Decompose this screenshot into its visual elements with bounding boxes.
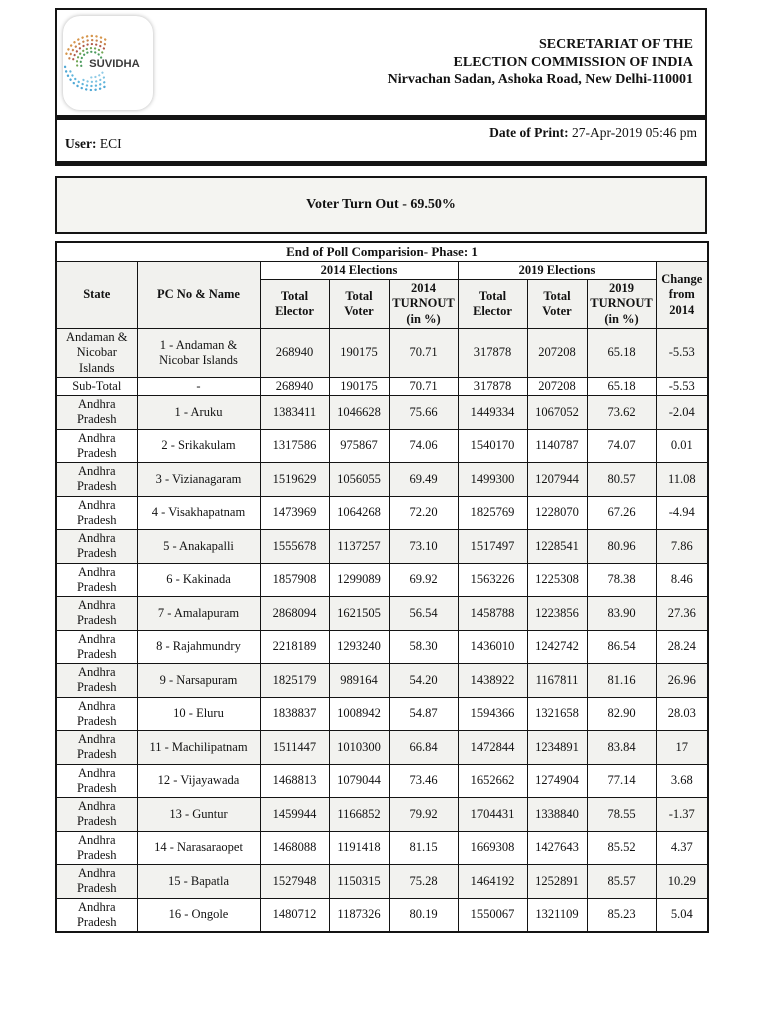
- table-row: [56, 664, 708, 698]
- cell-voter-2019: 1225308: [527, 563, 587, 597]
- cell-pc: 6 - Kakinada: [137, 563, 260, 597]
- letterhead: [55, 8, 707, 120]
- cell-turnout-2014: 72.20: [389, 496, 458, 530]
- cell-change: 8.46: [656, 563, 708, 597]
- table-row: [56, 597, 708, 631]
- cell-voter-2019: 207208: [527, 377, 587, 395]
- meta-strip: [55, 120, 707, 166]
- suvidha-logo: [63, 16, 153, 110]
- cell-state: Andhra Pradesh: [56, 898, 137, 932]
- voter-turnout-text: Voter Turn Out - 69.50%: [306, 197, 456, 212]
- cell-voter-2014: 1046628: [329, 396, 389, 430]
- cell-elector-2019: 1704431: [458, 798, 527, 832]
- cell-voter-2014: 1079044: [329, 764, 389, 798]
- cell-voter-2014: 190175: [329, 329, 389, 378]
- cell-voter-2014: 975867: [329, 429, 389, 463]
- table-row: [56, 764, 708, 798]
- cell-turnout-2019: 80.57: [587, 463, 656, 497]
- table-row: [56, 898, 708, 932]
- cell-change: 17: [656, 731, 708, 765]
- cell-voter-2019: 207208: [527, 329, 587, 378]
- cell-voter-2014: 1008942: [329, 697, 389, 731]
- table-row: [56, 377, 708, 395]
- cell-elector-2014: 1857908: [260, 563, 329, 597]
- cell-elector-2019: 1499300: [458, 463, 527, 497]
- cell-turnout-2014: 75.28: [389, 865, 458, 899]
- cell-pc: 5 - Anakapalli: [137, 530, 260, 564]
- col-header-voter-2019: Total Voter: [527, 280, 587, 329]
- table-row: [56, 530, 708, 564]
- cell-change: 10.29: [656, 865, 708, 899]
- cell-elector-2014: 1838837: [260, 697, 329, 731]
- cell-change: -1.37: [656, 798, 708, 832]
- cell-elector-2014: 1480712: [260, 898, 329, 932]
- table-row: [56, 496, 708, 530]
- cell-voter-2014: 1056055: [329, 463, 389, 497]
- print-date-label: Date of Print:: [489, 125, 569, 140]
- org-line-3: Nirvachan Sadan, Ashoka Road, New Delhi-110001: [387, 72, 693, 88]
- cell-voter-2014: 1191418: [329, 831, 389, 865]
- cell-voter-2014: 1293240: [329, 630, 389, 664]
- cell-state: Andhra Pradesh: [56, 597, 137, 631]
- cell-voter-2014: 1166852: [329, 798, 389, 832]
- cell-turnout-2014: 56.54: [389, 597, 458, 631]
- user-line: [65, 136, 122, 152]
- print-date-line: [489, 125, 697, 141]
- cell-elector-2014: 2218189: [260, 630, 329, 664]
- cell-elector-2019: 1472844: [458, 731, 527, 765]
- cell-pc: 12 - Vijayawada: [137, 764, 260, 798]
- cell-elector-2019: 1449334: [458, 396, 527, 430]
- cell-change: -5.53: [656, 329, 708, 378]
- cell-turnout-2014: 69.92: [389, 563, 458, 597]
- cell-change: 5.04: [656, 898, 708, 932]
- cell-change: 3.68: [656, 764, 708, 798]
- cell-turnout-2019: 85.52: [587, 831, 656, 865]
- cell-turnout-2019: 85.57: [587, 865, 656, 899]
- cell-turnout-2014: 69.49: [389, 463, 458, 497]
- org-line-1: SECRETARIAT OF THE: [538, 37, 693, 53]
- cell-change: -4.94: [656, 496, 708, 530]
- cell-elector-2019: 1652662: [458, 764, 527, 798]
- user-value: ECI: [99, 136, 122, 151]
- cell-elector-2019: 1517497: [458, 530, 527, 564]
- cell-voter-2019: 1321109: [527, 898, 587, 932]
- cell-elector-2019: 1669308: [458, 831, 527, 865]
- cell-state: Andhra Pradesh: [56, 496, 137, 530]
- cell-pc: 10 - Eluru: [137, 697, 260, 731]
- cell-turnout-2014: 73.46: [389, 764, 458, 798]
- cell-change: 7.86: [656, 530, 708, 564]
- cell-elector-2014: 1317586: [260, 429, 329, 463]
- cell-turnout-2014: 79.92: [389, 798, 458, 832]
- cell-state: Andhra Pradesh: [56, 798, 137, 832]
- cell-state: Andhra Pradesh: [56, 764, 137, 798]
- cell-voter-2014: 1187326: [329, 898, 389, 932]
- cell-turnout-2014: 58.30: [389, 630, 458, 664]
- cell-state: Andhra Pradesh: [56, 731, 137, 765]
- col-header-turnout-2019: 2019 TURNOUT (in %): [587, 280, 656, 329]
- cell-state: Sub-Total: [56, 377, 137, 395]
- cell-change: 11.08: [656, 463, 708, 497]
- table-row: [56, 630, 708, 664]
- cell-voter-2014: 1621505: [329, 597, 389, 631]
- table-title-row: [56, 242, 708, 261]
- cell-turnout-2019: 83.84: [587, 731, 656, 765]
- col-header-elector-2019: Total Elector: [458, 280, 527, 329]
- cell-elector-2019: 317878: [458, 377, 527, 395]
- cell-voter-2019: 1252891: [527, 865, 587, 899]
- cell-change: 26.96: [656, 664, 708, 698]
- cell-elector-2019: 1464192: [458, 865, 527, 899]
- cell-voter-2019: 1228070: [527, 496, 587, 530]
- cell-turnout-2014: 81.15: [389, 831, 458, 865]
- cell-elector-2014: 1519629: [260, 463, 329, 497]
- cell-pc: 13 - Guntur: [137, 798, 260, 832]
- cell-pc: 1 - Andaman & Nicobar Islands: [137, 329, 260, 378]
- cell-pc: 16 - Ongole: [137, 898, 260, 932]
- cell-state: Andhra Pradesh: [56, 463, 137, 497]
- table-row: [56, 697, 708, 731]
- cell-turnout-2014: 70.71: [389, 329, 458, 378]
- table-row: [56, 731, 708, 765]
- col-header-state: State: [56, 261, 137, 328]
- cell-voter-2019: 1338840: [527, 798, 587, 832]
- cell-elector-2014: 1825179: [260, 664, 329, 698]
- cell-elector-2014: 2868094: [260, 597, 329, 631]
- cell-voter-2019: 1242742: [527, 630, 587, 664]
- cell-change: 27.36: [656, 597, 708, 631]
- cell-pc: 15 - Bapatla: [137, 865, 260, 899]
- cell-elector-2019: 1594366: [458, 697, 527, 731]
- voter-turnout-banner: [55, 176, 707, 234]
- cell-state: Andhra Pradesh: [56, 664, 137, 698]
- table-group-header-row: [56, 261, 708, 279]
- cell-turnout-2019: 73.62: [587, 396, 656, 430]
- org-line-2: ELECTION COMMISSION OF INDIA: [453, 54, 693, 70]
- table-row: [56, 831, 708, 865]
- cell-voter-2019: 1274904: [527, 764, 587, 798]
- table-row: [56, 463, 708, 497]
- cell-elector-2014: 1383411: [260, 396, 329, 430]
- cell-voter-2019: 1140787: [527, 429, 587, 463]
- cell-turnout-2019: 74.07: [587, 429, 656, 463]
- cell-turnout-2014: 66.84: [389, 731, 458, 765]
- cell-elector-2014: 1473969: [260, 496, 329, 530]
- cell-voter-2014: 989164: [329, 664, 389, 698]
- cell-turnout-2014: 80.19: [389, 898, 458, 932]
- cell-turnout-2019: 78.55: [587, 798, 656, 832]
- org-address-block: [153, 36, 693, 89]
- cell-voter-2019: 1234891: [527, 731, 587, 765]
- cell-pc: 4 - Visakhapatnam: [137, 496, 260, 530]
- cell-state: Andhra Pradesh: [56, 697, 137, 731]
- suvidha-swirl-icon: [63, 16, 153, 110]
- cell-pc: 2 - Srikakulam: [137, 429, 260, 463]
- table-row: [56, 865, 708, 899]
- poll-comparison-table: [55, 241, 709, 933]
- cell-turnout-2019: 83.90: [587, 597, 656, 631]
- cell-voter-2019: 1228541: [527, 530, 587, 564]
- cell-pc: -: [137, 377, 260, 395]
- cell-change: 28.24: [656, 630, 708, 664]
- cell-voter-2019: 1207944: [527, 463, 587, 497]
- cell-elector-2014: 268940: [260, 329, 329, 378]
- cell-elector-2014: 1459944: [260, 798, 329, 832]
- print-date-value: 27-Apr-2019 05:46 pm: [572, 125, 697, 140]
- cell-change: 4.37: [656, 831, 708, 865]
- cell-turnout-2019: 86.54: [587, 630, 656, 664]
- cell-turnout-2014: 73.10: [389, 530, 458, 564]
- cell-pc: 8 - Rajahmundry: [137, 630, 260, 664]
- cell-turnout-2014: 74.06: [389, 429, 458, 463]
- suvidha-logo-text: SUVIDHA: [89, 57, 140, 70]
- cell-pc: 3 - Vizianagaram: [137, 463, 260, 497]
- cell-elector-2014: 1468088: [260, 831, 329, 865]
- user-label: User:: [65, 136, 97, 151]
- cell-pc: 9 - Narsapuram: [137, 664, 260, 698]
- cell-voter-2019: 1427643: [527, 831, 587, 865]
- cell-elector-2014: 1555678: [260, 530, 329, 564]
- col-header-change: Change from 2014: [656, 261, 708, 328]
- cell-turnout-2019: 65.18: [587, 377, 656, 395]
- table-row: [56, 798, 708, 832]
- cell-state: Andhra Pradesh: [56, 831, 137, 865]
- cell-turnout-2019: 67.26: [587, 496, 656, 530]
- cell-pc: 1 - Aruku: [137, 396, 260, 430]
- cell-turnout-2019: 77.14: [587, 764, 656, 798]
- cell-voter-2014: 1150315: [329, 865, 389, 899]
- cell-elector-2014: 1468813: [260, 764, 329, 798]
- col-header-pc: PC No & Name: [137, 261, 260, 328]
- cell-pc: 14 - Narasaraopet: [137, 831, 260, 865]
- cell-change: -5.53: [656, 377, 708, 395]
- report-document: [55, 8, 707, 933]
- cell-turnout-2019: 85.23: [587, 898, 656, 932]
- cell-turnout-2019: 65.18: [587, 329, 656, 378]
- cell-turnout-2014: 54.87: [389, 697, 458, 731]
- cell-voter-2019: 1223856: [527, 597, 587, 631]
- cell-pc: 11 - Machilipatnam: [137, 731, 260, 765]
- cell-elector-2014: 1527948: [260, 865, 329, 899]
- cell-state: Andhra Pradesh: [56, 630, 137, 664]
- group-header-2019: 2019 Elections: [458, 261, 656, 279]
- cell-voter-2014: 1137257: [329, 530, 389, 564]
- cell-turnout-2019: 78.38: [587, 563, 656, 597]
- cell-pc: 7 - Amalapuram: [137, 597, 260, 631]
- table-row: [56, 563, 708, 597]
- table-row: [56, 396, 708, 430]
- cell-state: Andhra Pradesh: [56, 429, 137, 463]
- cell-elector-2014: 1511447: [260, 731, 329, 765]
- cell-voter-2014: 190175: [329, 377, 389, 395]
- table-row: [56, 429, 708, 463]
- cell-voter-2019: 1321658: [527, 697, 587, 731]
- cell-turnout-2014: 70.71: [389, 377, 458, 395]
- cell-voter-2014: 1010300: [329, 731, 389, 765]
- cell-elector-2019: 317878: [458, 329, 527, 378]
- cell-state: Andhra Pradesh: [56, 530, 137, 564]
- cell-turnout-2019: 80.96: [587, 530, 656, 564]
- cell-voter-2019: 1067052: [527, 396, 587, 430]
- col-header-voter-2014: Total Voter: [329, 280, 389, 329]
- cell-voter-2014: 1064268: [329, 496, 389, 530]
- cell-elector-2019: 1540170: [458, 429, 527, 463]
- cell-turnout-2019: 81.16: [587, 664, 656, 698]
- cell-change: 0.01: [656, 429, 708, 463]
- cell-elector-2019: 1436010: [458, 630, 527, 664]
- cell-elector-2019: 1438922: [458, 664, 527, 698]
- cell-state: Andaman & Nicobar Islands: [56, 329, 137, 378]
- col-header-turnout-2014: 2014 TURNOUT (in %): [389, 280, 458, 329]
- group-header-2014: 2014 Elections: [260, 261, 458, 279]
- table-title: End of Poll Comparision- Phase: 1: [56, 242, 708, 261]
- col-header-elector-2014: Total Elector: [260, 280, 329, 329]
- cell-turnout-2019: 82.90: [587, 697, 656, 731]
- cell-elector-2019: 1550067: [458, 898, 527, 932]
- table-row: [56, 329, 708, 378]
- cell-elector-2019: 1563226: [458, 563, 527, 597]
- cell-change: -2.04: [656, 396, 708, 430]
- cell-voter-2014: 1299089: [329, 563, 389, 597]
- cell-state: Andhra Pradesh: [56, 396, 137, 430]
- cell-voter-2019: 1167811: [527, 664, 587, 698]
- cell-elector-2014: 268940: [260, 377, 329, 395]
- cell-state: Andhra Pradesh: [56, 563, 137, 597]
- table-body: [56, 329, 708, 933]
- cell-state: Andhra Pradesh: [56, 865, 137, 899]
- cell-change: 28.03: [656, 697, 708, 731]
- cell-turnout-2014: 75.66: [389, 396, 458, 430]
- cell-elector-2019: 1458788: [458, 597, 527, 631]
- cell-elector-2019: 1825769: [458, 496, 527, 530]
- cell-turnout-2014: 54.20: [389, 664, 458, 698]
